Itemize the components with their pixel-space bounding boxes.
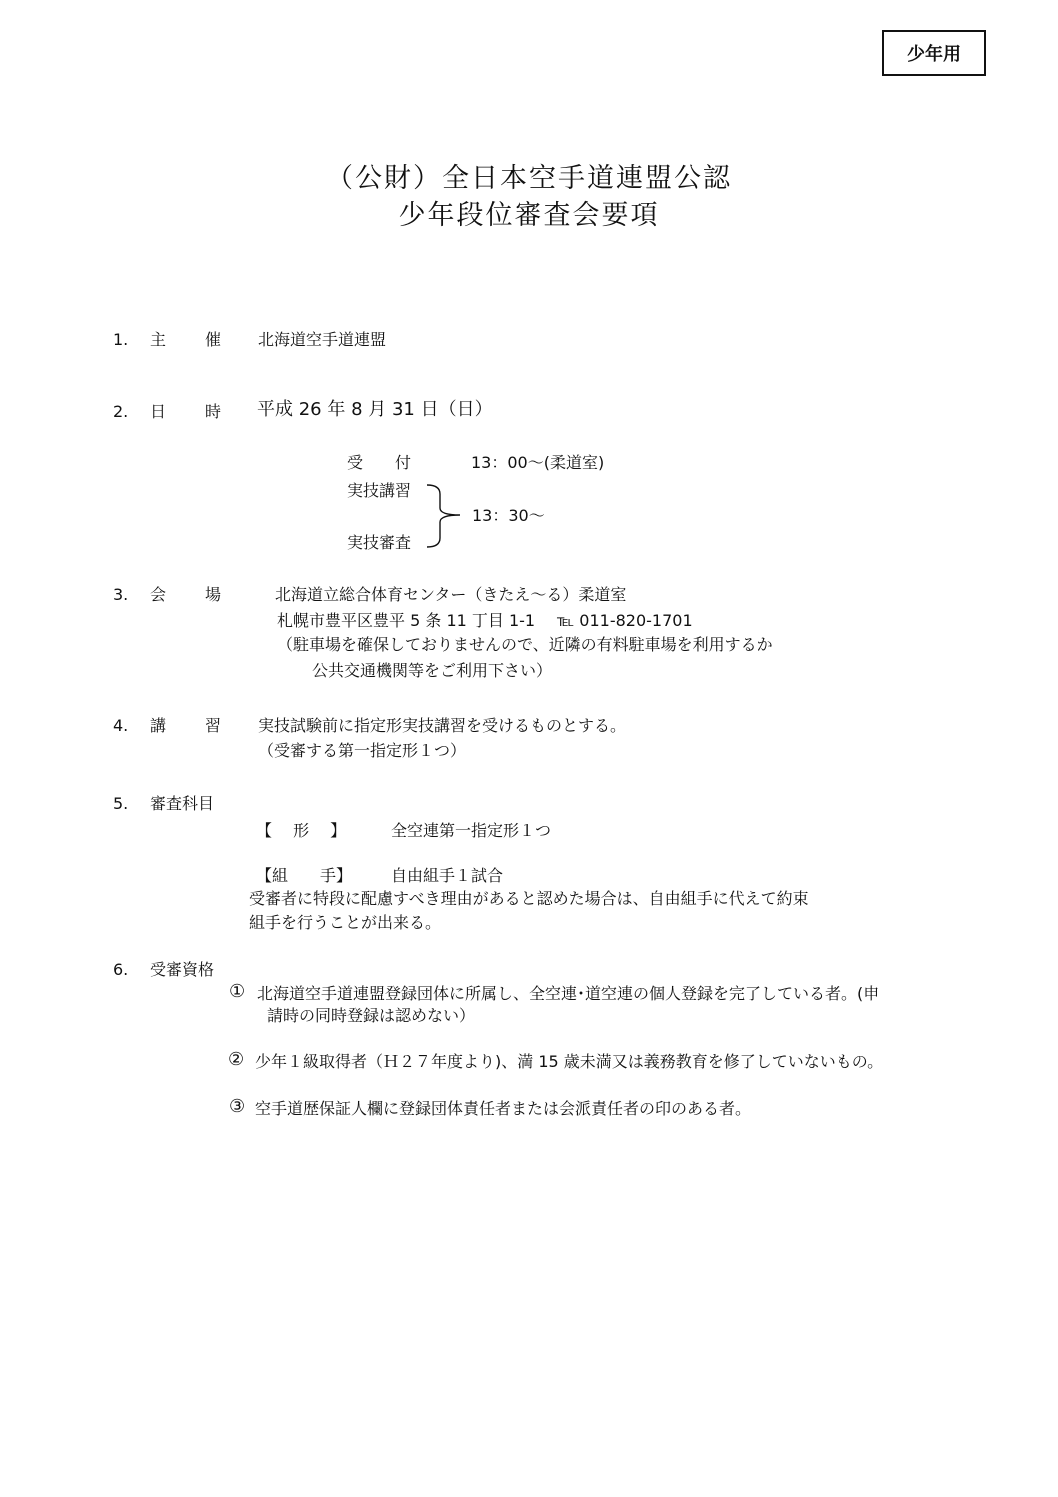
kumite-note-line2: 組手を行うことが出来る。	[249, 913, 442, 932]
section-2-label-b: 時	[205, 402, 222, 421]
section-2-label-a: 日	[150, 402, 167, 421]
venue-name: 北海道立総合体育センター（きたえ～る）柔道室	[275, 585, 627, 604]
lecture-note: （受審する第一指定形１つ）	[258, 741, 467, 760]
document-title-line2: 少年段位審査会要項	[398, 200, 660, 231]
section-5-number: 5.	[113, 794, 129, 813]
eligibility-item-3: 空手道歴保証人欄に登録団体責任者または会派責任者の印のある者。	[255, 1099, 752, 1118]
lecture-exam-time: 13：30～	[472, 506, 545, 525]
audience-badge: 少年用	[882, 30, 986, 76]
eligibility-item-1-line1: 北海道空手道連盟登録団体に所属し、全空連･道空連の個人登録を完了している者。(申	[257, 984, 880, 1003]
kumite-note-line1: 受審者に特段に配慮すべき理由があると認めた場合は、自由組手に代えて約束	[249, 889, 809, 908]
reception-time: 13：00～(柔道室)	[471, 453, 605, 472]
venue-tel: ℡ 011-820-1701	[557, 611, 693, 630]
section-5-label: 審査科目	[150, 794, 215, 813]
section-3-label-a: 会	[150, 585, 167, 604]
lecture-label: 実技講習	[347, 481, 412, 500]
section-3-number: 3.	[113, 585, 129, 604]
section-1-number: 1.	[113, 330, 129, 349]
eligibility-item-1-mark: ①	[229, 981, 246, 1002]
document-title-line1: （公財）全日本空手道連盟公認	[326, 163, 732, 194]
reception-label: 受 付	[347, 453, 412, 472]
organizer-value: 北海道空手道連盟	[258, 330, 387, 349]
kumite-label: 【組 手】	[256, 866, 353, 885]
kata-label: 【 形 】	[256, 821, 347, 840]
section-6-number: 6.	[113, 960, 129, 979]
exam-label: 実技審査	[347, 533, 412, 552]
section-4-label-a: 講	[150, 716, 167, 735]
section-6-label: 受審資格	[150, 960, 215, 979]
eligibility-item-2-mark: ②	[228, 1049, 245, 1070]
kata-value: 全空連第一指定形１つ	[391, 821, 552, 840]
section-3-label-b: 場	[205, 585, 222, 604]
venue-address: 札幌市豊平区豊平 5 条 11 丁目 1-1	[277, 611, 536, 630]
kumite-value: 自由組手１試合	[391, 866, 504, 885]
eligibility-item-1-line2: 請時の同時登録は認めない）	[267, 1006, 476, 1025]
section-1-label-a: 主	[150, 330, 167, 349]
lecture-text: 実技試験前に指定形実技講習を受けるものとする。	[258, 716, 627, 735]
parking-note-line1: （駐車場を確保しておりませんので、近隣の有料駐車場を利用するか	[277, 635, 773, 654]
eligibility-item-3-mark: ③	[229, 1096, 246, 1117]
section-1-label-b: 催	[205, 330, 222, 349]
section-2-number: 2.	[113, 402, 129, 421]
event-date: 平成 26 年 8 月 31 日（日）	[257, 399, 493, 420]
brace-icon	[424, 480, 464, 550]
eligibility-item-2: 少年１級取得者（Ｈ２７年度より)、満 15 歳未満又は義務教育を修了していないもの。	[255, 1052, 884, 1071]
section-4-number: 4.	[113, 716, 129, 735]
parking-note-line2: 公共交通機関等をご利用下さい）	[312, 661, 553, 680]
section-4-label-b: 習	[205, 716, 222, 735]
